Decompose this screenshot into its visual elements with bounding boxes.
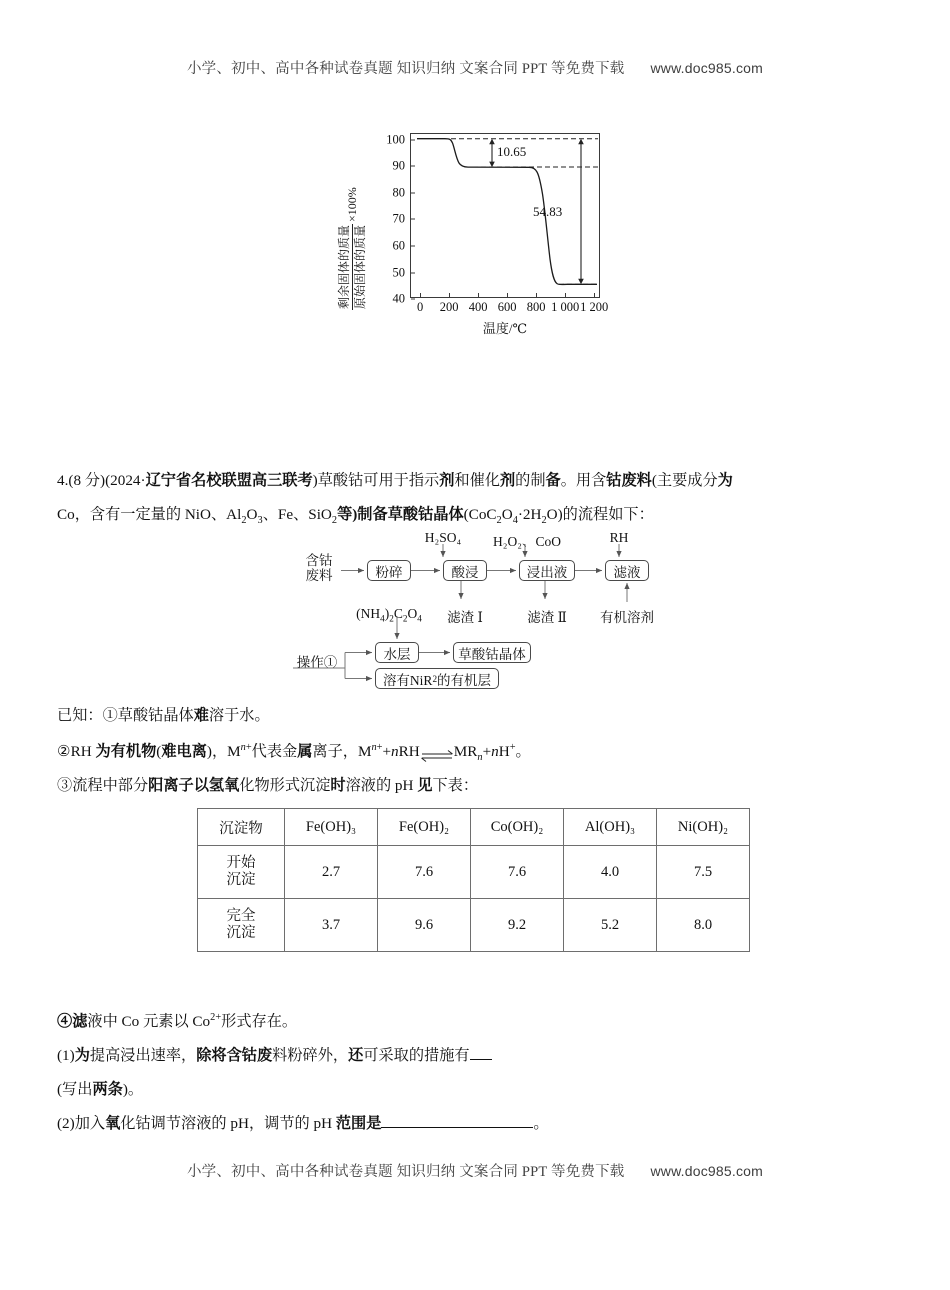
question-1-line-1: (1)为提高浸出速率，除将含钴废料粉碎外，还可采取的措施有: [57, 1047, 492, 1065]
table-cell: 2.7: [285, 846, 378, 899]
question-2-line-1: (2)加入氧化钴调节溶液的 pH，调节的 pH 范围是 。: [57, 1115, 549, 1132]
x-tick-200: 200: [439, 300, 459, 314]
known-line-2: ②RH 为有机物(难电离)，$M^{n+}$代表金属离子，$M^{n+}+nRH$ $MR_n+nH^+$。: [57, 742, 531, 764]
table-header-cell: 沉淀物: [198, 809, 285, 846]
flow-input-label: 含钴 废料: [305, 553, 333, 584]
flow-box-acid-leach[interactable]: 酸浸: [443, 560, 487, 581]
table-row: [198, 899, 750, 952]
flow-connectors: [283, 528, 683, 693]
y-tick-40: 40: [392, 291, 405, 306]
known-line-4: ④滤液中 Co 元素以 $Co^{2+}$形式存在。: [57, 1012, 298, 1031]
flow-box-organic-layer[interactable]: 溶有NiR 2 的有机层: [375, 668, 499, 689]
operation-label: 操作①: [296, 655, 338, 670]
process-flow-diagram: [283, 528, 683, 693]
footer-watermark: [0, 1160, 950, 1181]
reagent-h2o2-coo: H₂O₂、CoO: [493, 534, 561, 549]
output-ammonium-oxalate: $(NH_4)_2C_2O_4$: [356, 606, 422, 624]
table-cell: 9.6: [378, 899, 471, 952]
y-axis-fraction: [338, 224, 366, 310]
annotation-label-10-65: 10.65: [497, 144, 527, 159]
annotation-10-65: [489, 139, 495, 167]
table-cell: 9.2: [471, 899, 564, 952]
table-header-cell: Ni(OH)₂: [657, 809, 750, 846]
flow-box-filtrate[interactable]: 滤液: [605, 560, 649, 581]
table-cell: 7.6: [378, 846, 471, 899]
chart-plot-area: [386, 132, 609, 314]
y-tick-90: 90: [392, 158, 405, 173]
x-tick-600: 600: [497, 300, 517, 314]
y-tick-60: 60: [392, 238, 405, 253]
x-tick-1200: 1 200: [580, 300, 609, 314]
output-residue-1: 滤渣 Ⅰ: [447, 610, 483, 625]
output-organic-solvent: 有机溶剂: [600, 610, 654, 625]
y-axis-suffix: ×100%: [344, 187, 359, 222]
chart-x-axis-label: 温度/℃: [482, 321, 528, 336]
annotation-54-83: [578, 139, 584, 285]
table-header-row: [198, 809, 750, 846]
footer-watermark-url: www.doc985.com: [650, 1163, 764, 1179]
output-residue-2: 滤渣 Ⅱ: [527, 610, 567, 625]
table-header-cell: Al(OH)₃: [564, 809, 657, 846]
x-tick-1000: 1 000: [551, 300, 580, 314]
reagent-rh: RH: [609, 530, 629, 545]
y-tick-50: 50: [392, 265, 405, 279]
question-1-line-2: (写出两条)。: [57, 1081, 144, 1098]
tga-chart: [330, 122, 620, 337]
table-cell: 3.7: [285, 899, 378, 952]
header-watermark: [0, 57, 950, 78]
x-tick-400: 400: [468, 300, 488, 314]
header-watermark-text: 小学、初中、高中各种试卷真题 知识归纳 文案合同 PPT 等免费下载: [186, 61, 625, 77]
row-label: 完全 沉淀: [198, 899, 285, 952]
table-cell: 5.2: [564, 899, 657, 952]
question-line-2: Co，含有一定量的 NiO、$Al_2O_3$、Fe、SiO$_2$等)制备草酸钴晶体$(CoC_2O_4\cdot 2H_2O)$的流程如下：: [57, 506, 654, 527]
x-tick-0: 0: [416, 300, 424, 314]
y-axis-numerator: 剩余固体的质量: [337, 224, 351, 309]
table-header-cell: Co(OH)₂: [471, 809, 564, 846]
footer-watermark-text: 小学、初中、高中各种试卷真题 知识归纳 文案合同 PPT 等免费下载: [186, 1164, 625, 1180]
known-line-3: ③流程中部分阳离子以氢氧化物形式沉淀时溶液的 pH 见下表：: [57, 777, 479, 794]
q-source: 辽宁省名校联盟高三联考: [145, 472, 313, 489]
flow-box-water-layer[interactable]: 水层: [375, 642, 419, 663]
question-line-1: 4.(8 分)(2024·辽宁省名校联盟高三联考)草酸钴可用于指示剂和催化剂的制备。用含钴废料(主要成分为: [57, 472, 733, 489]
flow-box-crush[interactable]: 粉碎: [367, 560, 411, 581]
flow-box-leachate[interactable]: 浸出液: [519, 560, 575, 581]
header-watermark-url: www.doc985.com: [650, 60, 764, 76]
y-tick-100: 100: [386, 132, 405, 146]
table-row: [198, 846, 750, 899]
y-axis-denominator: 原始固体的质量: [352, 224, 367, 309]
precipitation-ph-table: [197, 808, 750, 952]
table-cell: 4.0: [564, 846, 657, 899]
answer-blank-2[interactable]: [381, 1127, 533, 1128]
y-tick-80: 80: [392, 185, 405, 200]
answer-blank-1[interactable]: [470, 1059, 492, 1060]
row-label: 开始 沉淀: [198, 846, 285, 899]
table-cell: 8.0: [657, 899, 750, 952]
annotation-label-54-83: 54.83: [533, 204, 563, 219]
table-header-cell: Fe(OH)₃: [285, 809, 378, 846]
table-cell: 7.5: [657, 846, 750, 899]
y-tick-70: 70: [392, 211, 405, 226]
tga-curve-path: [417, 139, 597, 285]
known-line-1: 已知：①草酸钴晶体难溶于水。: [57, 707, 270, 724]
table-header-cell: Fe(OH)₂: [378, 809, 471, 846]
flow-box-product[interactable]: 草酸钴晶体: [453, 642, 531, 663]
x-tick-800: 800: [526, 300, 546, 314]
table-cell: 7.6: [471, 846, 564, 899]
chart-y-axis-label: [338, 187, 366, 310]
q-num: 4.(8 分)(2024·: [57, 472, 146, 489]
reagent-h2so4: H₂SO₄: [424, 530, 462, 545]
